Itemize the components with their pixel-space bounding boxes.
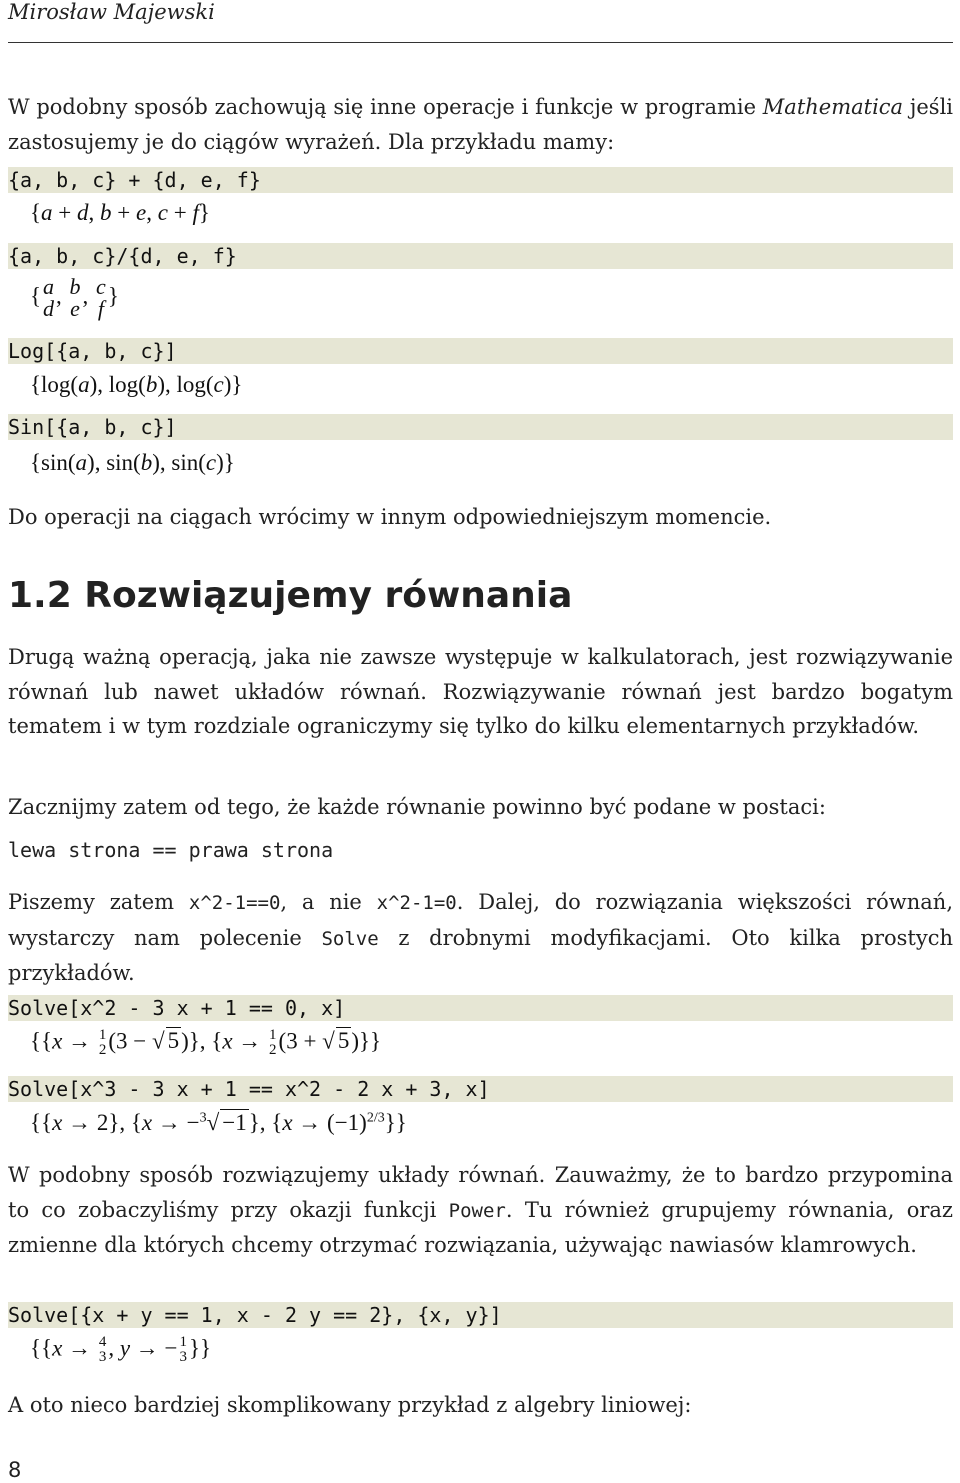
input-cell-1: {a, b, c} + {d, e, f} bbox=[8, 167, 953, 193]
input-cell-3: Log[{a, b, c}] bbox=[8, 338, 953, 364]
input-cell-4: Sin[{a, b, c}] bbox=[8, 414, 953, 440]
p3-code-2: x^2-1=0 bbox=[376, 892, 457, 914]
intro-text-b: jeśli zastosujemy je do ciągów wyrażeń. Dla przykładu mamy: bbox=[8, 95, 954, 154]
p3-code-3: Solve bbox=[321, 927, 379, 950]
p4-text-1: W podobny sposób rozwiązujemy układy równań. Zauważmy, że to bardzo przypomina to co zobaczyliśmy przy okazji funkcji bbox=[8, 1163, 953, 1222]
p3-text-4: z drobnymi modyfikacjami. Oto kilka prostych przykładów. bbox=[8, 925, 954, 985]
intro-text-a: W podobny sposób zachowują się inne operacje i funkcje w programie bbox=[8, 95, 763, 119]
section-heading: 1.2 Rozwiązujemy równania bbox=[8, 575, 573, 616]
p3-text-1: Piszemy zatem bbox=[8, 890, 189, 914]
after-examples-text: Do operacji na ciągach wrócimy w innym odpowiedniejszym momencie. bbox=[8, 505, 772, 529]
p3-text-2: , a nie bbox=[280, 890, 377, 914]
solve-input-1: Solve[x^2 - 3 x + 1 == 0, x] bbox=[8, 995, 953, 1021]
running-header-author: Mirosław Majewski bbox=[8, 0, 215, 24]
p4-text-2: . Tu również grupujemy równania, oraz zmienne dla których chcemy otrzymać rozwiązania, używając nawiasów klamrowych. bbox=[8, 1197, 953, 1257]
solve-input-2: Solve[x^3 - 3 x + 1 == x^2 - 2 x + 3, x] bbox=[8, 1076, 953, 1102]
output-cell-3: {log(a), log(b), log(c)} bbox=[30, 372, 243, 397]
paragraph-3 bbox=[8, 885, 953, 991]
p3-code-1: x^2-1==0 bbox=[188, 892, 281, 914]
solve-output-3: {{x → 4 3 , y → − 1 3 }} bbox=[30, 1334, 212, 1365]
intro-italic: Mathematica bbox=[762, 95, 904, 119]
equation-form-line: lewa strona == prawa strona bbox=[8, 838, 334, 862]
output-cell-2: { a d , b e , c f } bbox=[30, 274, 119, 321]
header-rule bbox=[8, 42, 953, 43]
p3-text-3: . Dalej, do rozwiązania większości równań, wystarczy nam polecenie bbox=[8, 890, 954, 950]
page-number: 8 bbox=[8, 1458, 22, 1482]
solve-input-3: Solve[{x + y == 1, x - 2 y == 2}, {x, y}] bbox=[8, 1302, 953, 1328]
p4-code-1: Power bbox=[448, 1199, 506, 1222]
input-cell-2: {a, b, c}/{d, e, f} bbox=[8, 243, 953, 269]
solve-output-2: {{x → 2}, {x → −$^3$√ −1}, $\{x \to (-1)^{2/3}\}$} bbox=[30, 1110, 407, 1135]
paragraph-4 bbox=[8, 1158, 953, 1263]
intro-paragraph bbox=[8, 90, 953, 159]
output-cell-1: {a + d, b + e, c + f} bbox=[30, 200, 210, 225]
paragraph-1: Drugą ważną operacją, jaka nie zawsze występuje w kalkulatorach, jest rozwiązywanie równań lub nawet układów równań. Rozwiązywanie równań jest bardzo bogatym tematem i w tym rozdziale ograniczymy się tylko do kilku elementarnych przykładów. bbox=[8, 645, 953, 738]
paragraph-5: A oto nieco bardziej skomplikowany przykład z algebry liniowej: bbox=[8, 1393, 692, 1417]
output-cell-4: {sin(a), sin(b), sin(c)} bbox=[30, 450, 235, 475]
solve-output-1: {{x → 1 2 (3 − √ 5)}, {x → 1 2 (3 + √ 5)}} bbox=[30, 1027, 382, 1058]
paragraph-2: Zacznijmy zatem od tego, że każde równanie powinno być podane w postaci: bbox=[8, 795, 826, 819]
